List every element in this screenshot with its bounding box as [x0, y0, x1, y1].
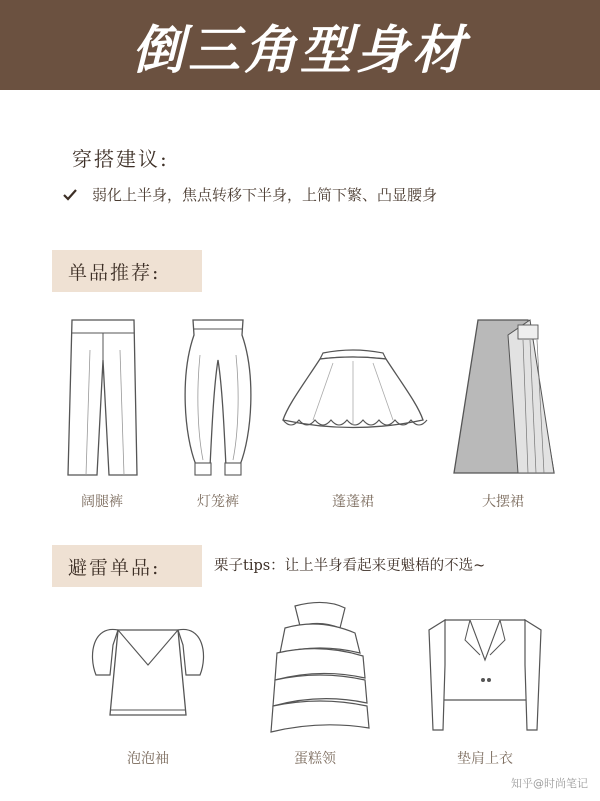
title-banner	[0, 0, 600, 90]
item-label: 阔腿裤	[81, 494, 123, 510]
puff-sleeve-top-icon	[88, 615, 208, 725]
watermark: 知乎@时尚笔记	[511, 777, 588, 790]
item-label: 大摆裙	[482, 494, 524, 510]
recommend-tag: 单品推荐:	[52, 250, 202, 292]
advice-text: 弱化上半身，焦点转移下半身，上简下繁、凸显腰身	[92, 186, 438, 204]
puffy-skirt-icon	[278, 345, 428, 445]
lantern-pants-icon	[178, 315, 258, 480]
shoulder-pad-jacket-icon	[425, 605, 545, 735]
a-line-skirt-icon	[448, 315, 558, 480]
wide-leg-pants-icon	[62, 315, 142, 480]
page-title: 倒三角型身材	[131, 20, 468, 81]
advice-heading: 穿搭建议:	[72, 147, 169, 171]
item-label: 蛋糕领	[294, 751, 336, 767]
tips-text: 栗子tips：让上半身看起来更魁梧的不选~	[214, 558, 486, 574]
check-icon	[62, 187, 78, 203]
item-label: 蓬蓬裙	[332, 494, 374, 510]
item-label: 垫肩上衣	[457, 751, 513, 767]
item-label: 泡泡袖	[127, 751, 169, 767]
item-label: 灯笼裤	[197, 494, 239, 510]
advice-line	[62, 184, 437, 205]
avoid-tag: 避雷单品:	[52, 545, 202, 587]
ruffle-collar-top-icon	[265, 598, 375, 738]
